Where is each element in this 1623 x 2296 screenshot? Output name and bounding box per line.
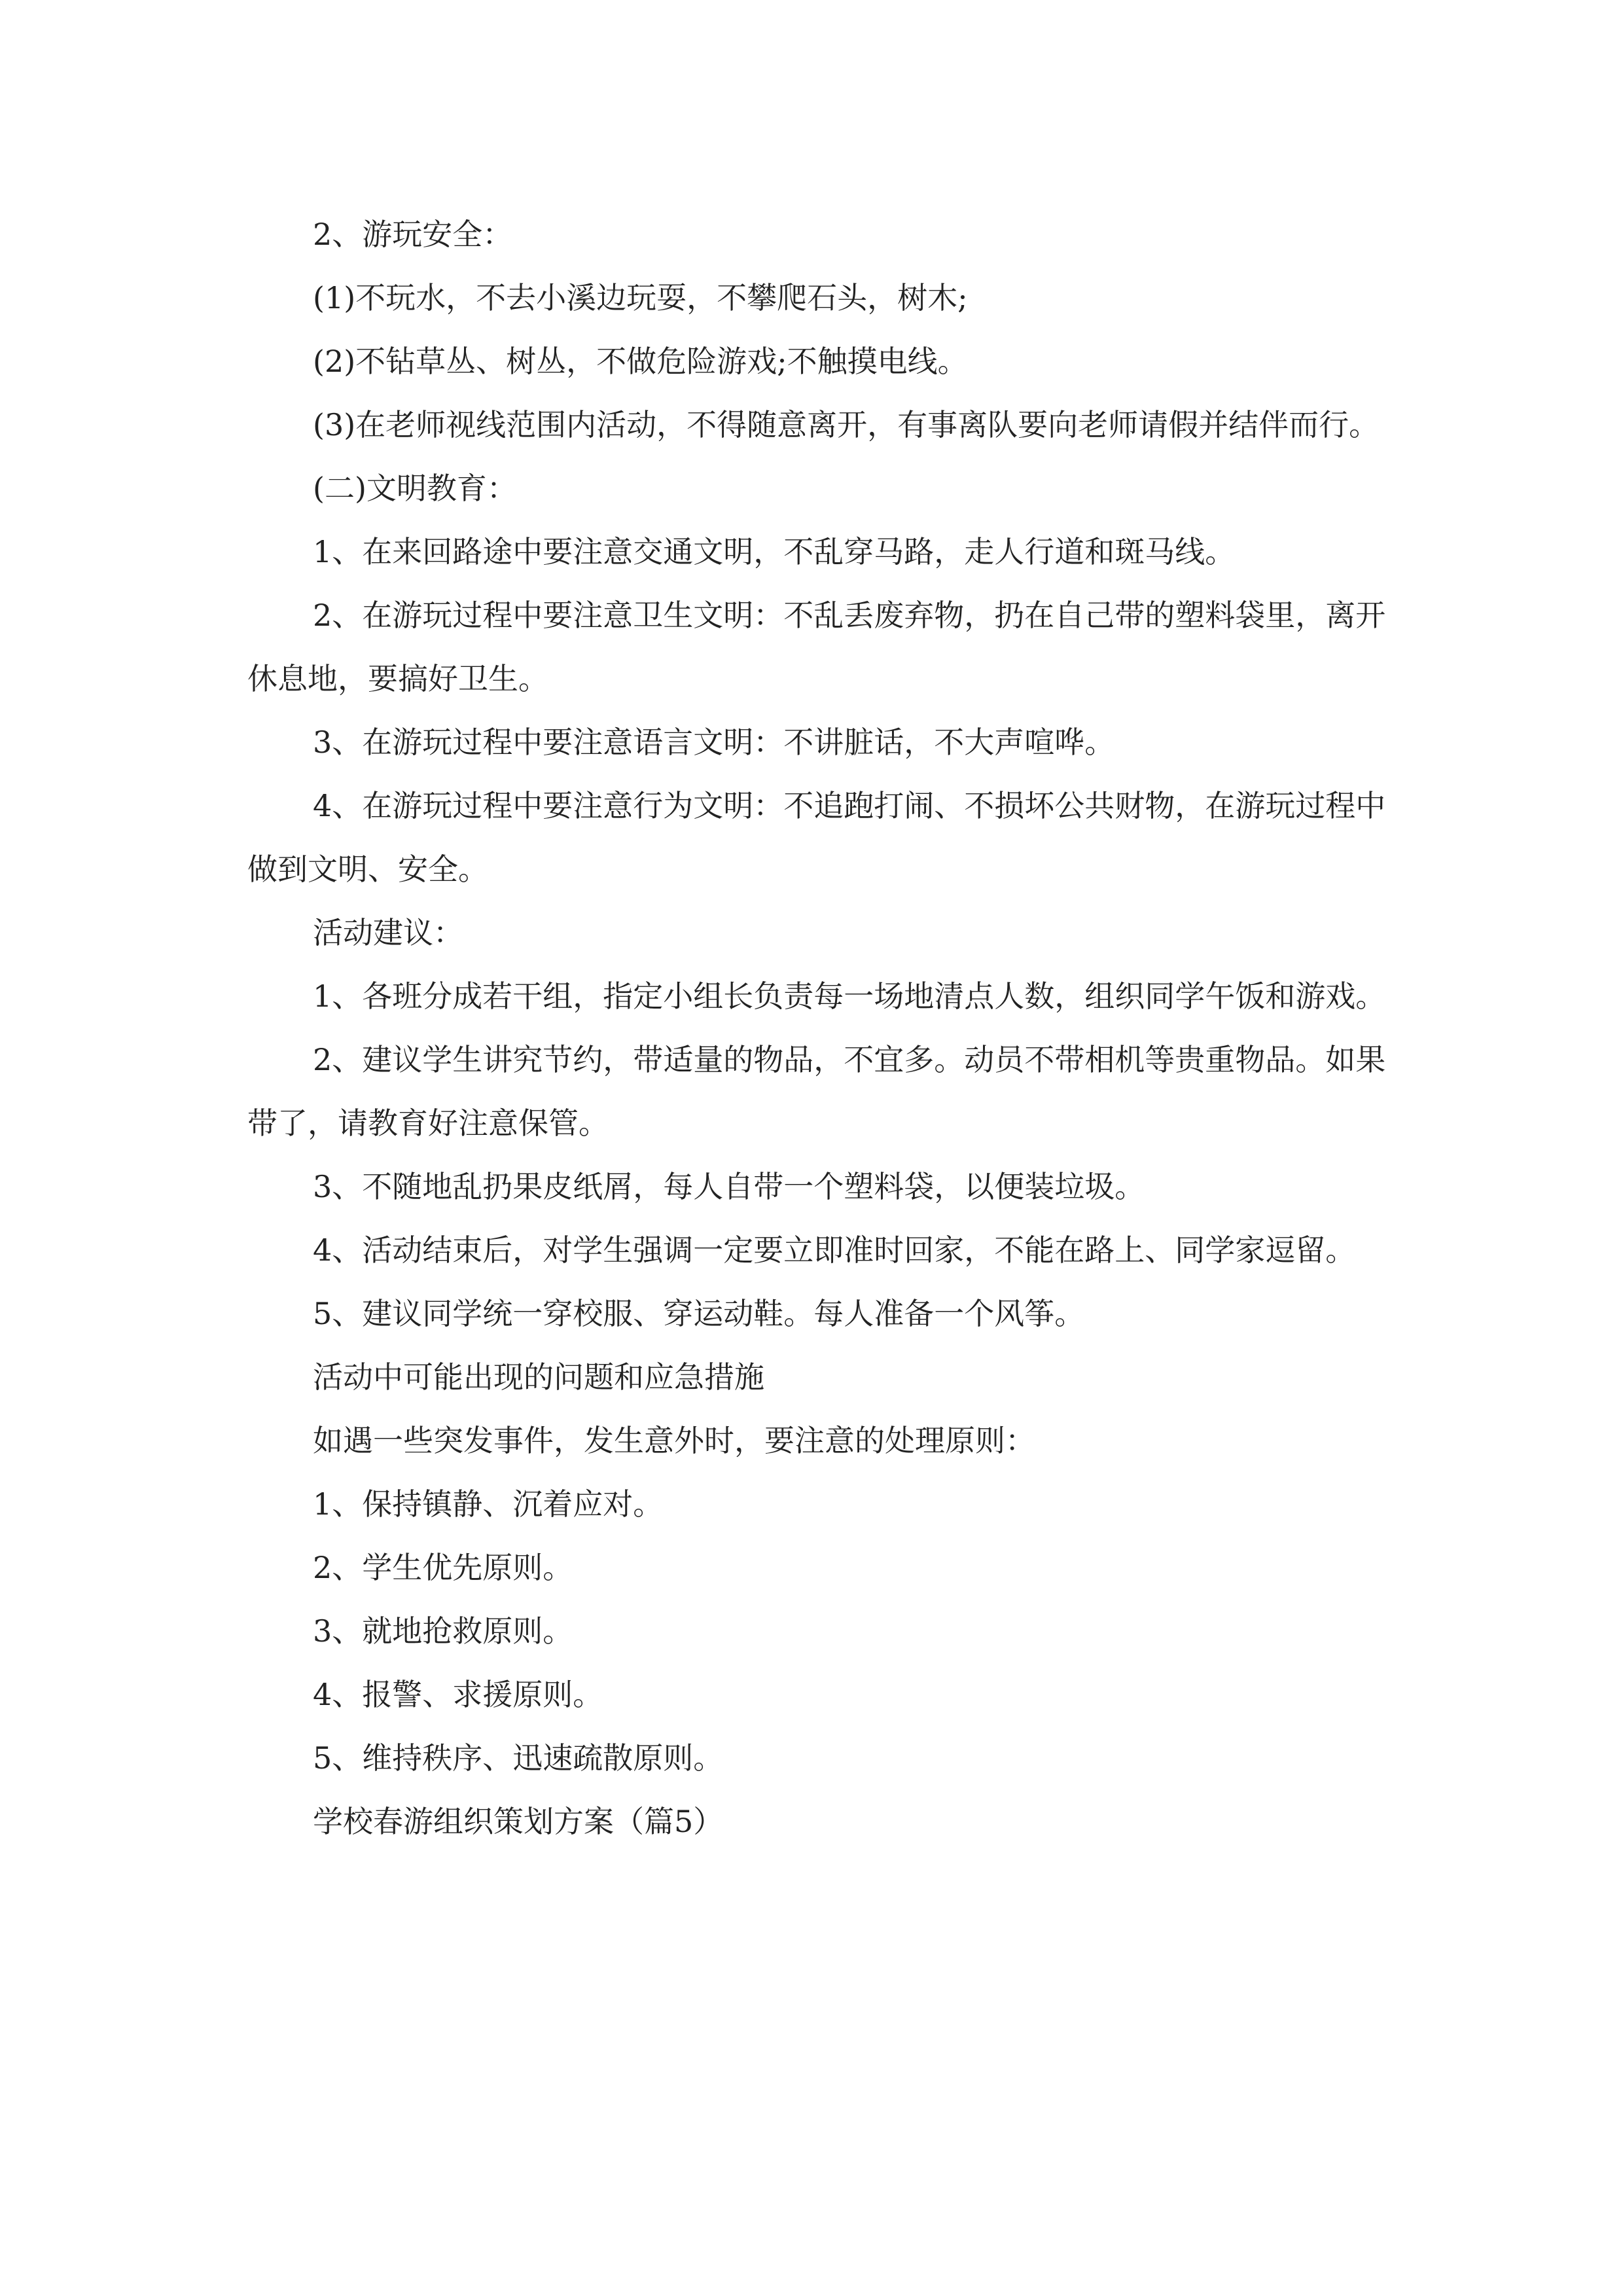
paragraph-civility-1: 1、在来回路途中要注意交通文明，不乱穿马路，走人行道和斑马线。 bbox=[313, 534, 1236, 569]
paragraph-play-safety-1: (1)不玩水，不去小溪边玩耍，不攀爬石头，树木; bbox=[313, 280, 968, 315]
paragraph-civility-heading: (二)文明教育： bbox=[313, 471, 517, 506]
section-title-plan-5: 学校春游组织策划方案（篇5） bbox=[313, 1804, 724, 1839]
paragraph-emergency-heading: 活动中可能出现的问题和应急措施 bbox=[313, 1359, 764, 1395]
paragraph-principle-2: 2、学生优先原则。 bbox=[313, 1550, 573, 1585]
paragraph-suggestion-1: 1、各班分成若干组，指定小组长负责每一场地清点人数，组织同学午饭和游戏。 bbox=[313, 978, 1386, 1014]
paragraph-principle-1: 1、保持镇静、沉着应对。 bbox=[313, 1486, 664, 1522]
paragraph-suggestion-3: 3、不随地乱扔果皮纸屑，每人自带一个塑料袋，以便装垃圾。 bbox=[313, 1169, 1145, 1204]
paragraph-suggestion-4: 4、活动结束后，对学生强调一定要立即准时回家，不能在路上、同学家逗留。 bbox=[313, 1232, 1356, 1268]
paragraph-principle-4: 4、报警、求援原则。 bbox=[313, 1677, 603, 1712]
paragraph-play-safety-3: (3)在老师视线范围内活动，不得随意离开，有事离队要向老师请假并结伴而行。 bbox=[313, 407, 1380, 442]
paragraph-emergency-intro: 如遇一些突发事件，发生意外时，要注意的处理原则： bbox=[313, 1423, 1035, 1458]
paragraph-principle-3: 3、就地抢救原则。 bbox=[313, 1613, 573, 1649]
paragraph-civility-2: 2、在游玩过程中要注意卫生文明：不乱丢废弃物，扔在自己带的塑料袋里，离开休息地，要搞好卫生。 bbox=[247, 598, 1386, 696]
paragraph-principle-5: 5、维持秩序、迅速疏散原则。 bbox=[313, 1740, 724, 1776]
paragraph-civility-4: 4、在游玩过程中要注意行为文明：不追跑打闹、不损坏公共财物，在游玩过程中做到文明、安全。 bbox=[247, 788, 1386, 887]
paragraph-civility-3: 3、在游玩过程中要注意语言文明：不讲脏话，不大声喧哗。 bbox=[313, 725, 1115, 760]
document-body bbox=[247, 203, 1399, 1854]
paragraph-suggestion-5: 5、建议同学统一穿校服、穿运动鞋。每人准备一个风筝。 bbox=[313, 1296, 1085, 1331]
paragraph-play-safety-heading: 2、游玩安全： bbox=[313, 217, 513, 252]
paragraph-suggestions-heading: 活动建议： bbox=[313, 915, 463, 950]
paragraph-suggestion-2: 2、建议学生讲究节约，带适量的物品，不宜多。动员不带相机等贵重物品。如果带了，请教育好注意保管。 bbox=[247, 1042, 1386, 1141]
paragraph-play-safety-2: (2)不钻草丛、树丛，不做危险游戏;不触摸电线。 bbox=[313, 344, 968, 379]
